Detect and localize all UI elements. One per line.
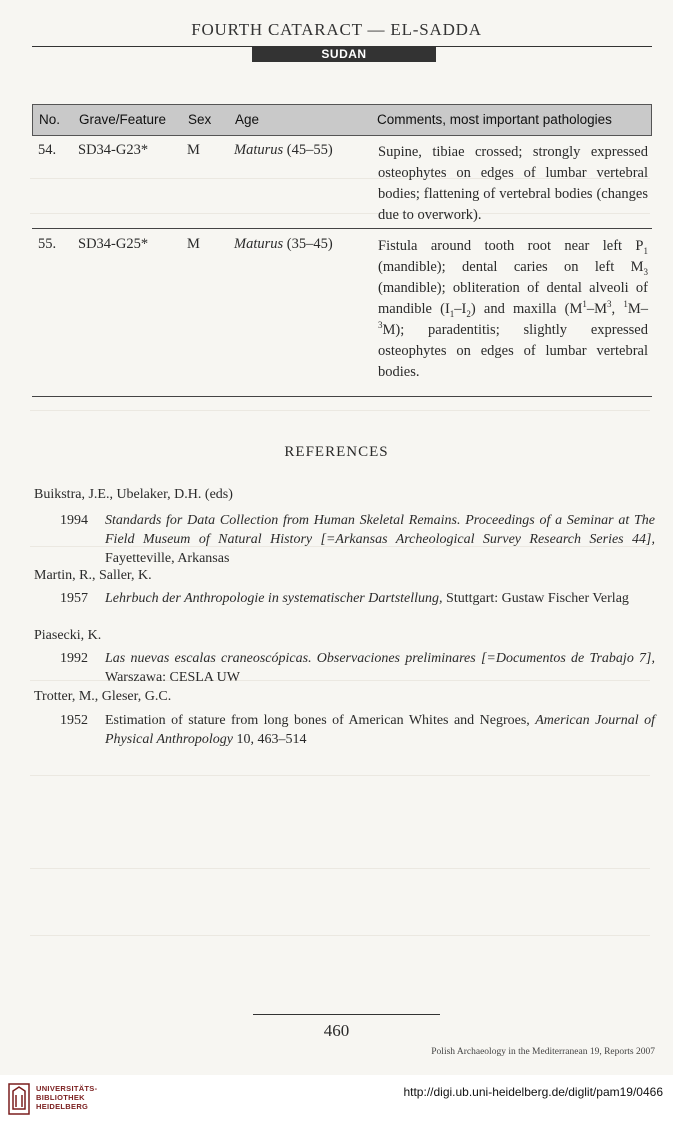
reference-text: Las nuevas escalas craneoscópicas. Observaciones preliminares [=Documentos de Trabajo 7], Warszawa: CESLA UW [105, 651, 655, 685]
comments: Fistula around tooth root near left $P_1$ (mandible); dental caries on left $M_3$ (mandible); obliteration of dental alveoli of mandible $(I_1-I_2)$ and maxilla ($M^1-M^3$, $^1$M–$^3$M); paradentitis; slightly expressed osteophytes on edges of lumbar vertebral bodies. [378, 238, 648, 380]
source-url-link[interactable]: http://digi.ub.uni-heidelberg.de/diglit/pam19/0466 [403, 1085, 663, 1099]
bleed-through-line [30, 775, 650, 776]
reference-year: 1994 [60, 513, 88, 528]
column-header-sex: Sex [188, 112, 212, 127]
age-range: (45–55) [286, 142, 333, 158]
reference-author: Piasecki, K. [34, 628, 102, 643]
reference-author: Martin, R., Saller, K. [34, 568, 152, 583]
references-heading: REFERENCES [284, 444, 389, 460]
reference-text: Standards for Data Collection from Human Skeletal Remains. Proceedings of a Seminar at The Field Museum of Natural History [=Arkansas Archeological Survey Research Series 44], Fayetteville, Arkansas [105, 513, 655, 566]
bleed-through-line [30, 410, 650, 411]
reference-author: Trotter, M., Gleser, G.C. [34, 689, 172, 704]
age [234, 236, 333, 253]
column-header-comments: Comments, most important pathologies [377, 112, 612, 127]
section-tab: SUDAN [252, 46, 436, 62]
age [234, 142, 333, 159]
page-number: 460 [323, 1021, 350, 1040]
row-number: 55. [38, 236, 57, 252]
bleed-through-line [30, 935, 650, 936]
row-divider [32, 228, 652, 229]
age-term: Maturus [234, 142, 284, 158]
reference-year: 1957 [60, 591, 88, 606]
reference-text: Estimation of stature from long bones of American Whites and Negroes, American Journal of Physical Anthropology 10, 463–514 [105, 713, 655, 747]
sex: M [187, 142, 200, 158]
running-header: FOURTH CATARACT — EL-SADDA [191, 20, 482, 39]
library-name: UNIVERSITÄTS- BIBLIOTHEK HEIDELBERG [36, 1084, 98, 1111]
footer-rule [253, 1014, 440, 1015]
comments: Supine, tibiae crossed; strongly expressed osteophytes on edges of lumbar vertebral bodies; flattening of vertebral bodies (changes due to overwork). [378, 144, 648, 223]
bleed-through-line [30, 868, 650, 869]
reference-text: Lehrbuch der Anthropologie in systematischer Dartstellung, Stuttgart: Gustaw Fischer Verlag [105, 591, 629, 606]
grave-feature: SD34-G23* [78, 142, 149, 158]
age-term: Maturus [234, 236, 284, 252]
column-header-no: No. [39, 112, 61, 127]
reference-year: 1952 [60, 713, 88, 728]
journal-citation: Polish Archaeology in the Mediterranean 19, Reports 2007 [431, 1047, 655, 1057]
table-header [32, 104, 652, 136]
digitization-footer [0, 1075, 673, 1123]
reference-author: Buikstra, J.E., Ubelaker, D.H. (eds) [34, 487, 233, 502]
library-logo-icon [8, 1083, 30, 1115]
column-header-grave: Grave/Feature [79, 112, 167, 127]
age-range: (35–45) [286, 236, 333, 252]
sex: M [187, 236, 200, 252]
row-number: 54. [38, 142, 57, 158]
reference-year: 1992 [60, 651, 88, 666]
column-header-age: Age [235, 112, 260, 127]
table-bottom-rule [32, 396, 652, 397]
grave-feature: SD34-G25* [78, 236, 149, 252]
